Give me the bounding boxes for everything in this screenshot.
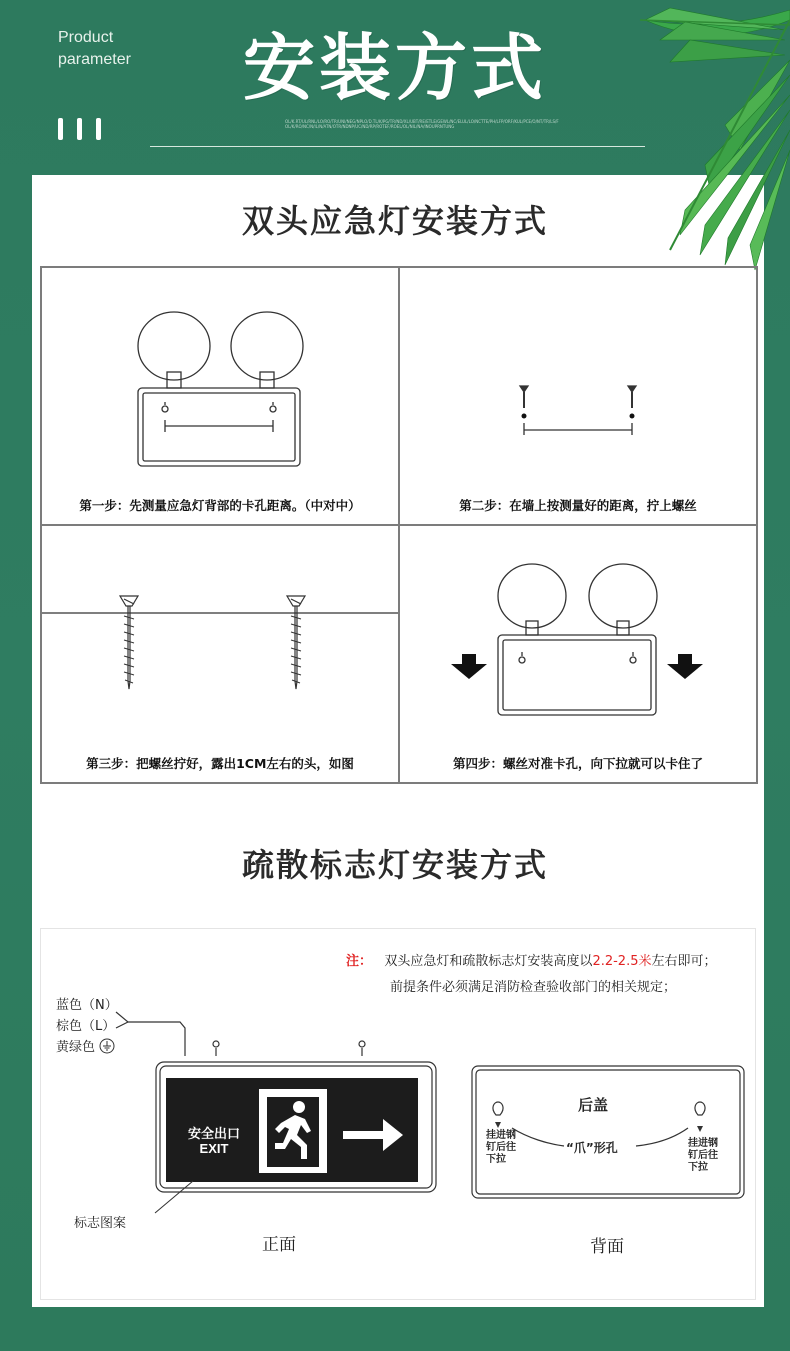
hang-instruction-right: 挂进钢 钉后往 下拉 (688, 1138, 718, 1173)
step3-cell (41, 525, 399, 783)
arrow-down-icon (667, 654, 703, 679)
arrow-down-icon (451, 654, 487, 679)
back-label: 背面 (590, 1237, 624, 1257)
installation-note-line2: 前提条件必须满足消防检查验收部门的相关规定； (390, 980, 677, 995)
step1-caption: 第一步：先测量应急灯背部的卡孔距离。（中对中） (79, 498, 361, 513)
wire-blue-label: 蓝色（N） (56, 998, 118, 1013)
step3-illustration (42, 526, 398, 741)
step4-illustration (400, 526, 756, 741)
header-en-line2: parameter (58, 51, 131, 68)
claw-hole-label: “爪”形孔 (566, 1141, 618, 1155)
step2-caption: 第二步：在墙上按测量好的距离，拧上螺丝 (459, 498, 697, 513)
exit-sign-chinese: 安全出口 (187, 1127, 240, 1142)
hang-instruction-left: 挂进钢 钉后往 下拉 (486, 1130, 516, 1165)
pattern-label: 标志图案 (74, 1216, 127, 1231)
wire-brown-label: 棕色（L） (56, 1019, 116, 1034)
decorative-bars (58, 118, 115, 144)
note-label: 注： (346, 954, 373, 969)
arrow-right-icon (343, 1119, 403, 1151)
step2-cell (399, 267, 757, 525)
header-en-line1: Product (58, 29, 114, 46)
step3-caption: 第三步：把螺丝拧好，露出1CM左右的头，如图 (86, 756, 354, 771)
page-title: 安装方式 (242, 26, 547, 110)
installation-note-line1 (346, 950, 717, 969)
front-label: 正面 (262, 1235, 296, 1255)
wire-ground-text: 黄绿色 (56, 1040, 96, 1055)
header-small-text: OL/K.RT/UL/RNL/LO/RO/TR/UNI/NEG/NPLO/D.TL/K/PG/TR/ND/XL/UBT/RE/ETLE/GEWL/NC/ELUL/LO/NCTTE/PH/LFP/ORF/KUL/PCE/O/NT/TR/LS/F OL/K/RO/NC/N/IL/N/ATN/OTR/NDNP/UC/ND/RP/ROTEF/ROEL/OL/NIL/NA/INOUPRNTUNG (285, 119, 559, 129)
step4-cell (399, 525, 757, 783)
exit-pictogram (253, 1087, 413, 1177)
section1-title: 双头应急灯安装方式 (241, 202, 548, 240)
step1-illustration (42, 268, 398, 493)
section2-title: 疏散标志灯安装方式 (241, 846, 548, 884)
exit-sign-english: EXIT (199, 1141, 229, 1156)
step2-illustration (400, 268, 756, 493)
exit-sign-text (182, 1128, 246, 1156)
steps-grid (40, 266, 758, 784)
step1-cell (41, 267, 399, 525)
back-cover-label: 后盖 (578, 1096, 609, 1114)
note-height-value: 2.2-2.5米 (592, 954, 652, 969)
note-text-b: 左右即可； (651, 954, 717, 969)
note-text-a: 双头应急灯和疏散标志灯安装高度以 (384, 954, 593, 969)
step4-caption: 第四步：螺丝对准卡孔，向下拉就可以卡住了 (452, 756, 703, 771)
